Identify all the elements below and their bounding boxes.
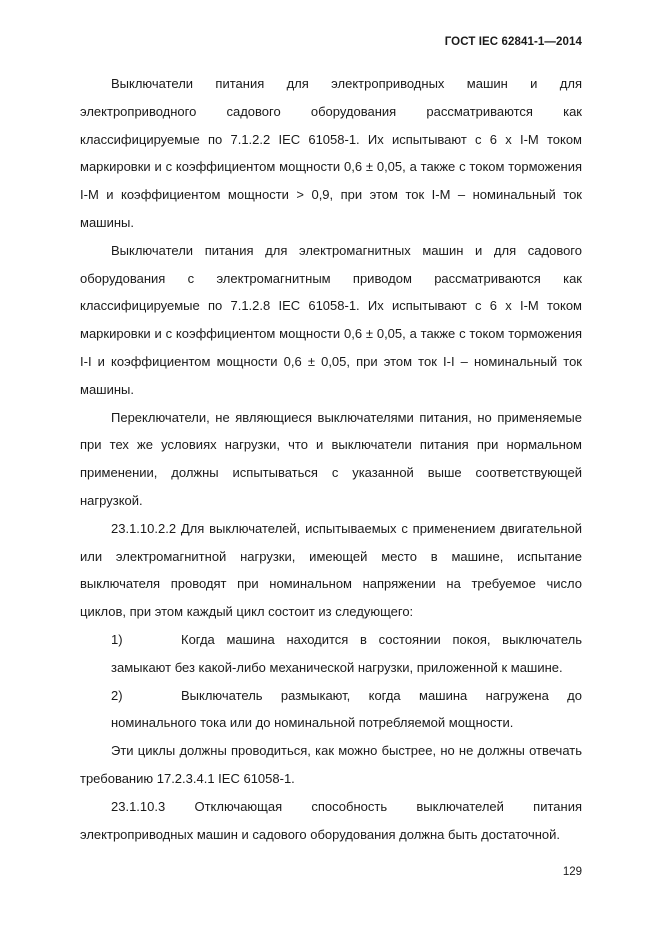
document-header: ГОСТ IEC 62841-1—2014 xyxy=(444,36,582,48)
page-number: 129 xyxy=(562,866,582,878)
paragraph-cycles: Эти циклы должны проводиться, как можно быстрее, но не должны отвечать требованию 17.2.3.4.1 IEC 61058-1. xyxy=(80,743,582,786)
list-item-number: 2) xyxy=(111,687,123,703)
list-item-1 xyxy=(80,626,582,682)
paragraph-clause-23-1-10-2-2: 23.1.10.2.2 Для выключателей, испытываемых с применением двигательной или электромагнитной нагрузки, имеющей место в машине, испытание выключателя проводят при номинальном напряжении на требуемое число циклов, при этом каждый цикл состоит из следующего: xyxy=(80,520,582,620)
document-body xyxy=(80,70,582,848)
paragraph-clause-23-1-10-3: 23.1.10.3 Отключающая способность выключателей питания электроприводных машин и садового оборудования должна быть достаточной. xyxy=(80,798,582,842)
paragraph-power-switches-motor: Выключатели питания для электроприводных машин и для электроприводного садового оборудования рассматриваются как классифицируемые по 7.1.2.2 IEC 61058-1. Их испытывают с 6 х I-M током маркировки и с коэффициентом мощности 0,6 ± 0,05, а также с током торможения I-M и коэффициентом мощности > 0,9, при этом ток I-M – номинальный ток машины. xyxy=(80,76,582,230)
list-item-number: 1) xyxy=(111,631,123,647)
list-item-text: Когда машина находится в состоянии покоя, выключатель замыкают без какой-либо механической нагрузки, приложенной к машине. xyxy=(111,631,582,675)
list-item-2 xyxy=(80,682,582,738)
list-item-text: Выключатель размыкают, когда машина нагружена до номинального тока или до номинальной потребляемой мощности. xyxy=(111,687,582,731)
paragraph-non-power-switches: Переключатели, не являющиеся выключателями питания, но применяемые при тех же условиях нагрузки, что и выключатели питания при нормальном применении, должны испытываться с указанной выше соответствующей нагрузкой. xyxy=(80,409,582,508)
paragraph-power-switches-magnetic: Выключатели питания для электромагнитных машин и для садового оборудования с электромагнитным приводом рассматриваются как классифицируемые по 7.1.2.8 IEC 61058-1. Их испытывают с 6 х I-M током маркировки и с коэффициентом мощности 0,6 ± 0,05, а также с током торможения I-I и коэффициентом мощности 0,6 ± 0,05, при этом ток I-I – номинальный ток машины. xyxy=(80,242,582,397)
